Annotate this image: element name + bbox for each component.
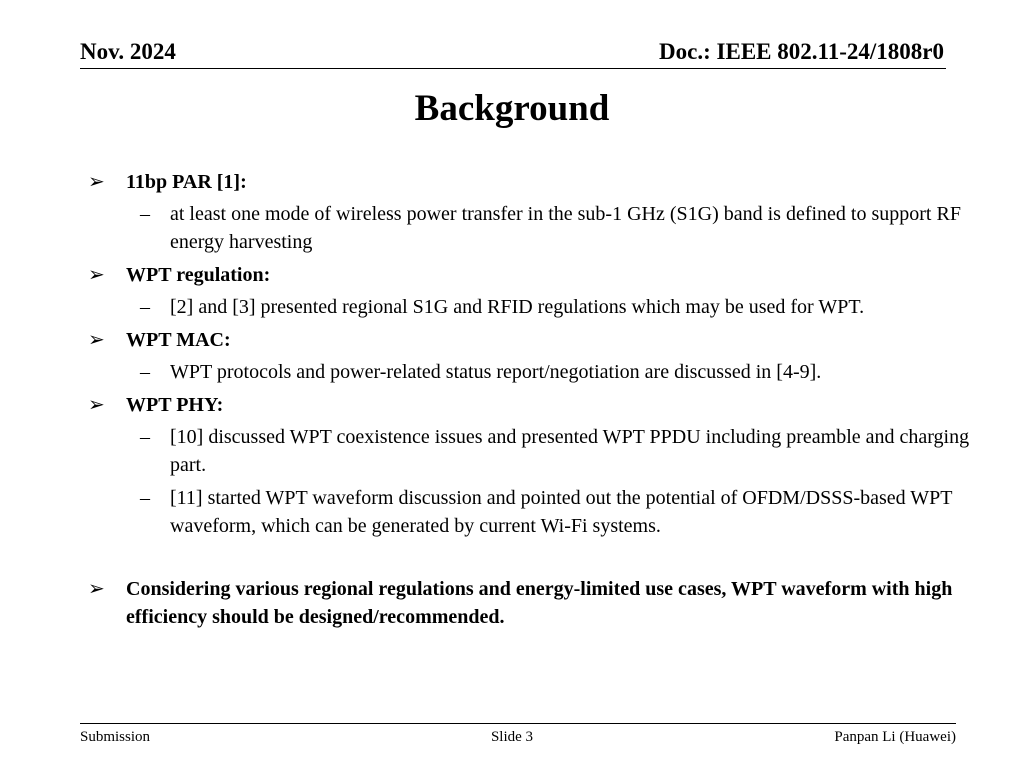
sub-bullet [88, 423, 970, 479]
footer-author: Panpan Li (Huawei) [834, 729, 956, 745]
sub-bullet-text: [2] and [3] presented regional S1G and RFID regulations which may be used for WPT. [170, 296, 865, 318]
arrow-bullet-icon: ➢ [88, 329, 105, 351]
bullet-label: WPT PHY: [126, 394, 224, 416]
spacer [88, 545, 988, 575]
sub-bullet [88, 358, 970, 386]
dash-bullet-icon: – [140, 426, 150, 448]
footer-slide-number: Slide 3 [490, 729, 534, 745]
bullet-wpt-mac [88, 326, 988, 354]
bullet-label: WPT regulation: [126, 264, 271, 286]
dash-bullet-icon: – [140, 203, 150, 225]
arrow-bullet-icon: ➢ [88, 264, 105, 286]
sub-bullet-text: [10] discussed WPT coexistence issues and presented WPT PPDU including preamble and charging part. [170, 426, 970, 476]
sub-bullet-text: at least one mode of wireless power transfer in the sub-1 GHz (S1G) band is defined to support RF energy harvesting [170, 203, 961, 253]
sub-bullet [88, 200, 970, 256]
header-divider [80, 68, 946, 69]
bullet-conclusion [88, 575, 988, 631]
footer-divider [80, 723, 956, 724]
dash-bullet-icon: – [140, 487, 150, 509]
footer-submission: Submission [80, 729, 151, 745]
bullet-wpt-regulation [88, 261, 988, 289]
sub-bullet [88, 293, 970, 321]
dash-bullet-icon: – [140, 361, 150, 383]
arrow-bullet-icon: ➢ [88, 394, 105, 416]
dash-bullet-icon: – [140, 296, 150, 318]
slide-body [88, 168, 988, 635]
bullet-par [88, 168, 988, 196]
bullet-wpt-phy [88, 391, 988, 419]
arrow-bullet-icon: ➢ [88, 578, 105, 600]
sub-bullet-text: WPT protocols and power-related status report/negotiation are discussed in [4-9]. [170, 361, 822, 383]
bullet-label: Considering various regional regulations and energy-limited use cases, WPT waveform with high efficiency should be designed/recommended. [126, 578, 953, 628]
slide-title: Background [414, 88, 610, 129]
arrow-bullet-icon: ➢ [88, 171, 105, 193]
sub-bullet-text: [11] started WPT waveform discussion and pointed out the potential of OFDM/DSSS-based WPT waveform, which can be generated by current Wi-Fi systems. [170, 487, 953, 537]
bullet-label: 11bp PAR [1]: [126, 171, 247, 193]
header-doc-id: Doc.: IEEE 802.11-24/1808r0 [659, 39, 944, 64]
sub-bullet [88, 484, 970, 540]
header-date: Nov. 2024 [80, 39, 176, 64]
bullet-label: WPT MAC: [126, 329, 231, 351]
